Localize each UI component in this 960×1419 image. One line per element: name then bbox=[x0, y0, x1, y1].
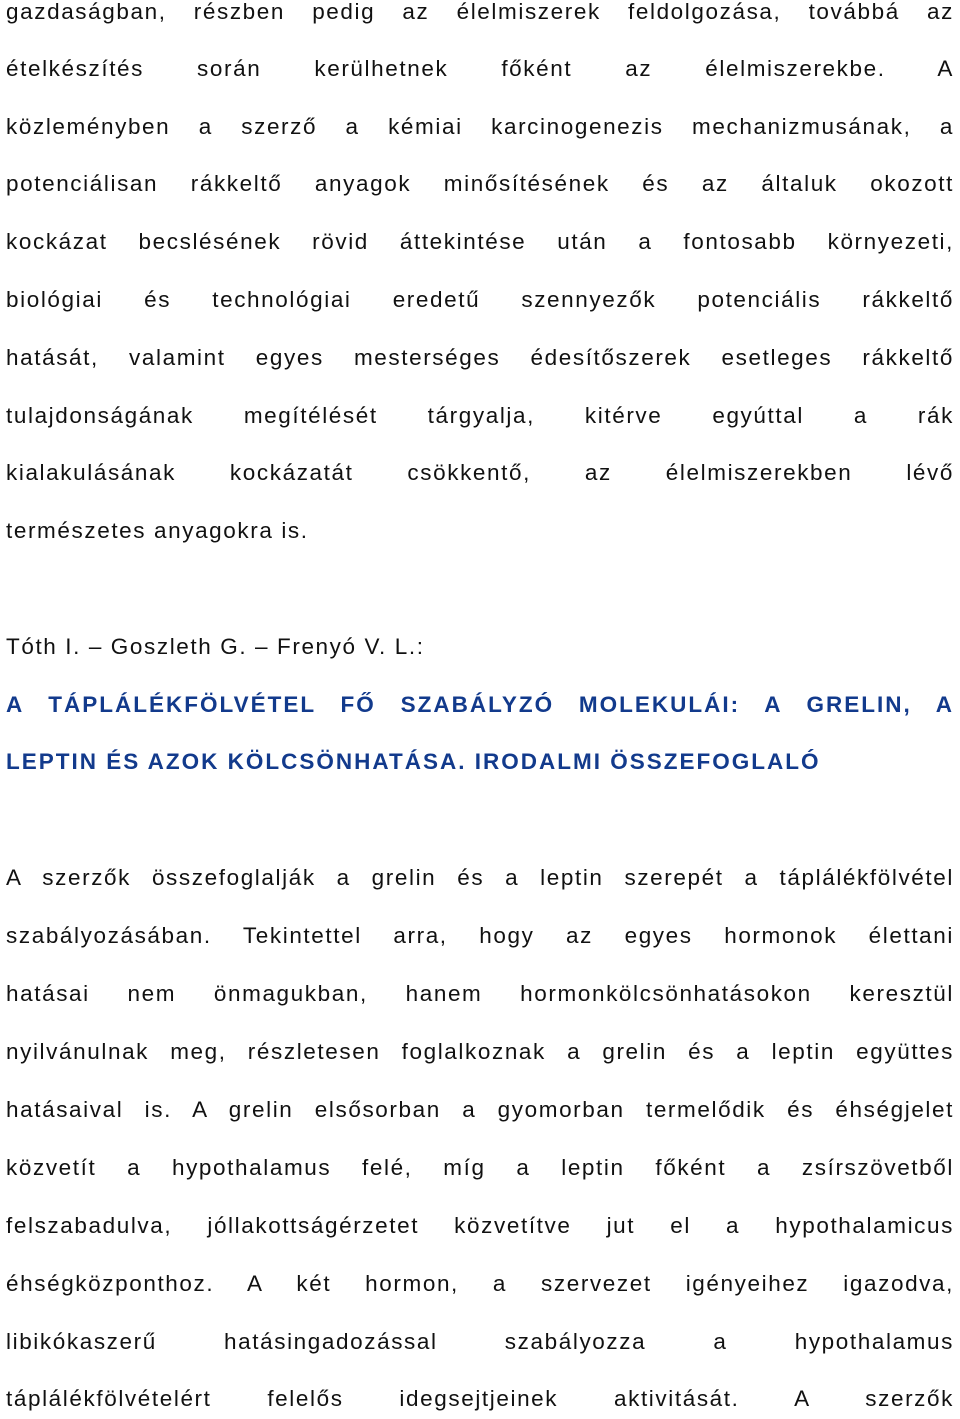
text-line: gazdaságban, részben pedig az élelmiszerek feldolgozása, továbbá az bbox=[6, 0, 954, 24]
text-line: libikókaszerű hatásingadozással szabályozza a hypothalamus bbox=[6, 1329, 954, 1354]
text-line: felszabadulva, jóllakottságérzetet közvetítve jut el a hypothalamicus bbox=[6, 1213, 954, 1238]
text-line: közvetít a hypothalamus felé, míg a leptin főként a zsírszövetből bbox=[6, 1155, 954, 1180]
text-line: éhségközponthoz. A két hormon, a szervezet igényeihez igazodva, bbox=[6, 1271, 954, 1296]
text-line: hatásaival is. A grelin elsősorban a gyomorban termelődik és éhségjelet bbox=[6, 1097, 954, 1122]
text-line: hatásai nem önmagukban, hanem hormonkölcsönhatásokon keresztül bbox=[6, 981, 954, 1006]
article-title-line: A TÁPLÁLÉKFÖLVÉTEL FŐ SZABÁLYZÓ MOLEKULÁI: A GRELIN, A bbox=[6, 692, 954, 717]
text-line: táplálékfölvételért felelős idegsejtjeinek aktivitását. A szerzők bbox=[6, 1386, 954, 1411]
text-line: hatását, valamint egyes mesterséges édesítőszerek esetleges rákkeltő bbox=[6, 345, 954, 370]
text-line: szabályozásában. Tekintettel arra, hogy az egyes hormonok élettani bbox=[6, 923, 954, 948]
text-line: nyilvánulnak meg, részletesen foglalkoznak a grelin és a leptin együttes bbox=[6, 1039, 954, 1064]
text-line: kockázat becslésének rövid áttekintése után a fontosabb környezeti, bbox=[6, 229, 954, 254]
text-line: potenciálisan rákkeltő anyagok minősítésének és az általuk okozott bbox=[6, 171, 954, 196]
text-line: ételkészítés során kerülhetnek főként az élelmiszerekbe. A bbox=[6, 56, 954, 81]
article-title-line: LEPTIN ÉS AZOK KÖLCSÖNHATÁSA. IRODALMI ÖSSZEFOGLALÓ bbox=[6, 749, 821, 774]
text-line: közleményben a szerző a kémiai karcinogenezis mechanizmusának, a bbox=[6, 114, 954, 139]
text-line-last: természetes anyagokra is. bbox=[6, 518, 309, 543]
text-line: tulajdonságának megítélését tárgyalja, kitérve egyúttal a rák bbox=[6, 403, 954, 428]
article-authors: Tóth I. – Goszleth G. – Frenyó V. L.: bbox=[6, 634, 425, 659]
text-line: A szerzők összefoglalják a grelin és a leptin szerepét a táplálékfölvétel bbox=[6, 865, 954, 890]
text-line: biológiai és technológiai eredetű szennyezők potenciális rákkeltő bbox=[6, 287, 954, 312]
text-line: kialakulásának kockázatát csökkentő, az élelmiszerekben lévő bbox=[6, 460, 954, 485]
